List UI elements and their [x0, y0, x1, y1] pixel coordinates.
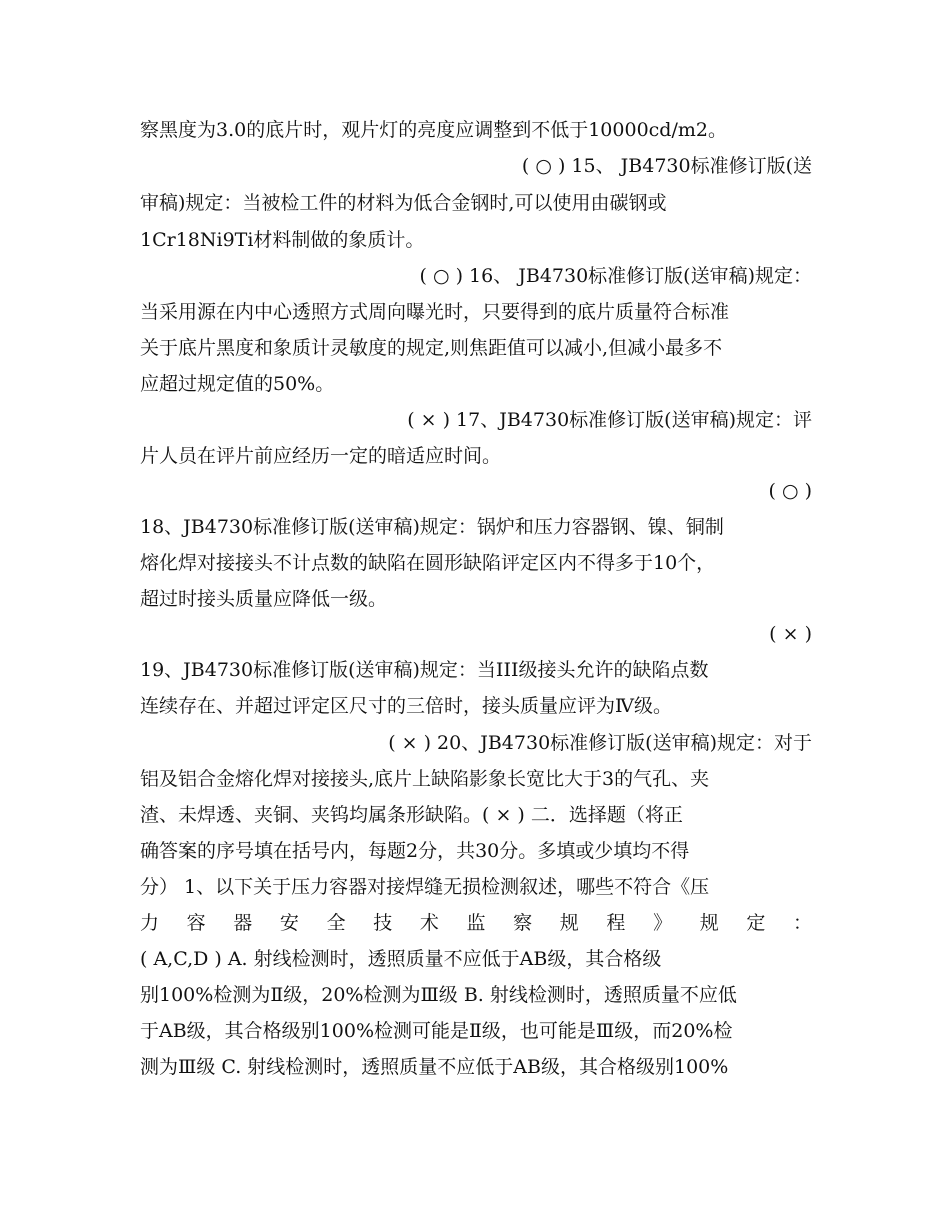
text-line: 审稿)规定：当被检工件的材料为低合金钢时,可以使用由碳钢或: [140, 192, 667, 214]
text-line: ( ○ ): [768, 480, 812, 502]
text-line: ( × ): [769, 623, 812, 645]
text-line: 分） 1、以下关于压力容器对接焊缝无损检测叙述，哪些不符合《压: [140, 876, 710, 898]
text-line: 关于底片黑度和象质计灵敏度的规定,则焦距值可以减小,但减小最多不: [140, 337, 723, 359]
text-line: 连续存在、并超过评定区尺寸的三倍时，接头质量应评为Ⅳ级。: [140, 695, 672, 717]
text-line: 18、JB4730标准修订版(送审稿)规定：锅炉和压力容器钢、镍、铜制: [140, 516, 724, 538]
text-line: ( × ) 20、JB4730标准修订版(送审稿)规定：对于: [388, 732, 812, 754]
text-line: ( ○ ) 16、 JB4730标准修订版(送审稿)规定：: [419, 265, 812, 287]
text-line: 片人员在评片前应经历一定的暗适应时间。: [140, 445, 502, 467]
text-line: 别100%检测为Ⅱ级，20%检测为Ⅲ级 B. 射线检测时，透照质量不应低: [140, 984, 737, 1006]
text-line: 测为Ⅲ级 C. 射线检测时，透照质量不应低于AB级，其合格级别100%: [140, 1056, 729, 1078]
text-line: 力 容 器 安 全 技 术 监 察 规 程 》 规 定 ：: [140, 912, 812, 934]
text-line: 渣、未焊透、夹铜、夹钨均属条形缺陷。( × ) 二．选择题（将正: [140, 804, 683, 826]
text-line: ( A,C,D ) A. 射线检测时，透照质量不应低于AB级，其合格级: [140, 948, 662, 970]
text-line: 确答案的序号填在括号内，每题2分，共30分。多填或少填均不得: [140, 840, 690, 862]
text-line: 铝及铝合金熔化焊对接接头,底片上缺陷影象长宽比大于3的气孔、夹: [140, 768, 710, 790]
text-line: 于AB级，其合格级别100%检测可能是Ⅱ级，也可能是Ⅲ级，而20%检: [140, 1020, 733, 1042]
text-line: 当采用源在内中心透照方式周向曝光时，只要得到的底片质量符合标准: [140, 301, 730, 323]
text-line: 熔化焊对接接头不计点数的缺陷在圆形缺陷评定区内不得多于10个，: [140, 552, 716, 574]
text-line: 应超过规定值的50%。: [140, 373, 335, 395]
text-line: ( × ) 17、JB4730标准修订版(送审稿)规定：评: [407, 409, 812, 431]
text-line: 察黑度为3.0的底片时，观片灯的亮度应调整到不低于10000cd/m2。: [140, 119, 727, 141]
text-line: 1Cr18Ni9Ti材料制做的象质计。: [140, 229, 425, 251]
text-line: 19、JB4730标准修订版(送审稿)规定：当III级接头允许的缺陷点数: [140, 659, 709, 681]
text-line: 超过时接头质量应降低一级。: [140, 588, 388, 610]
text-line: ( ○ ) 15、 JB4730标准修订版(送: [521, 155, 812, 177]
